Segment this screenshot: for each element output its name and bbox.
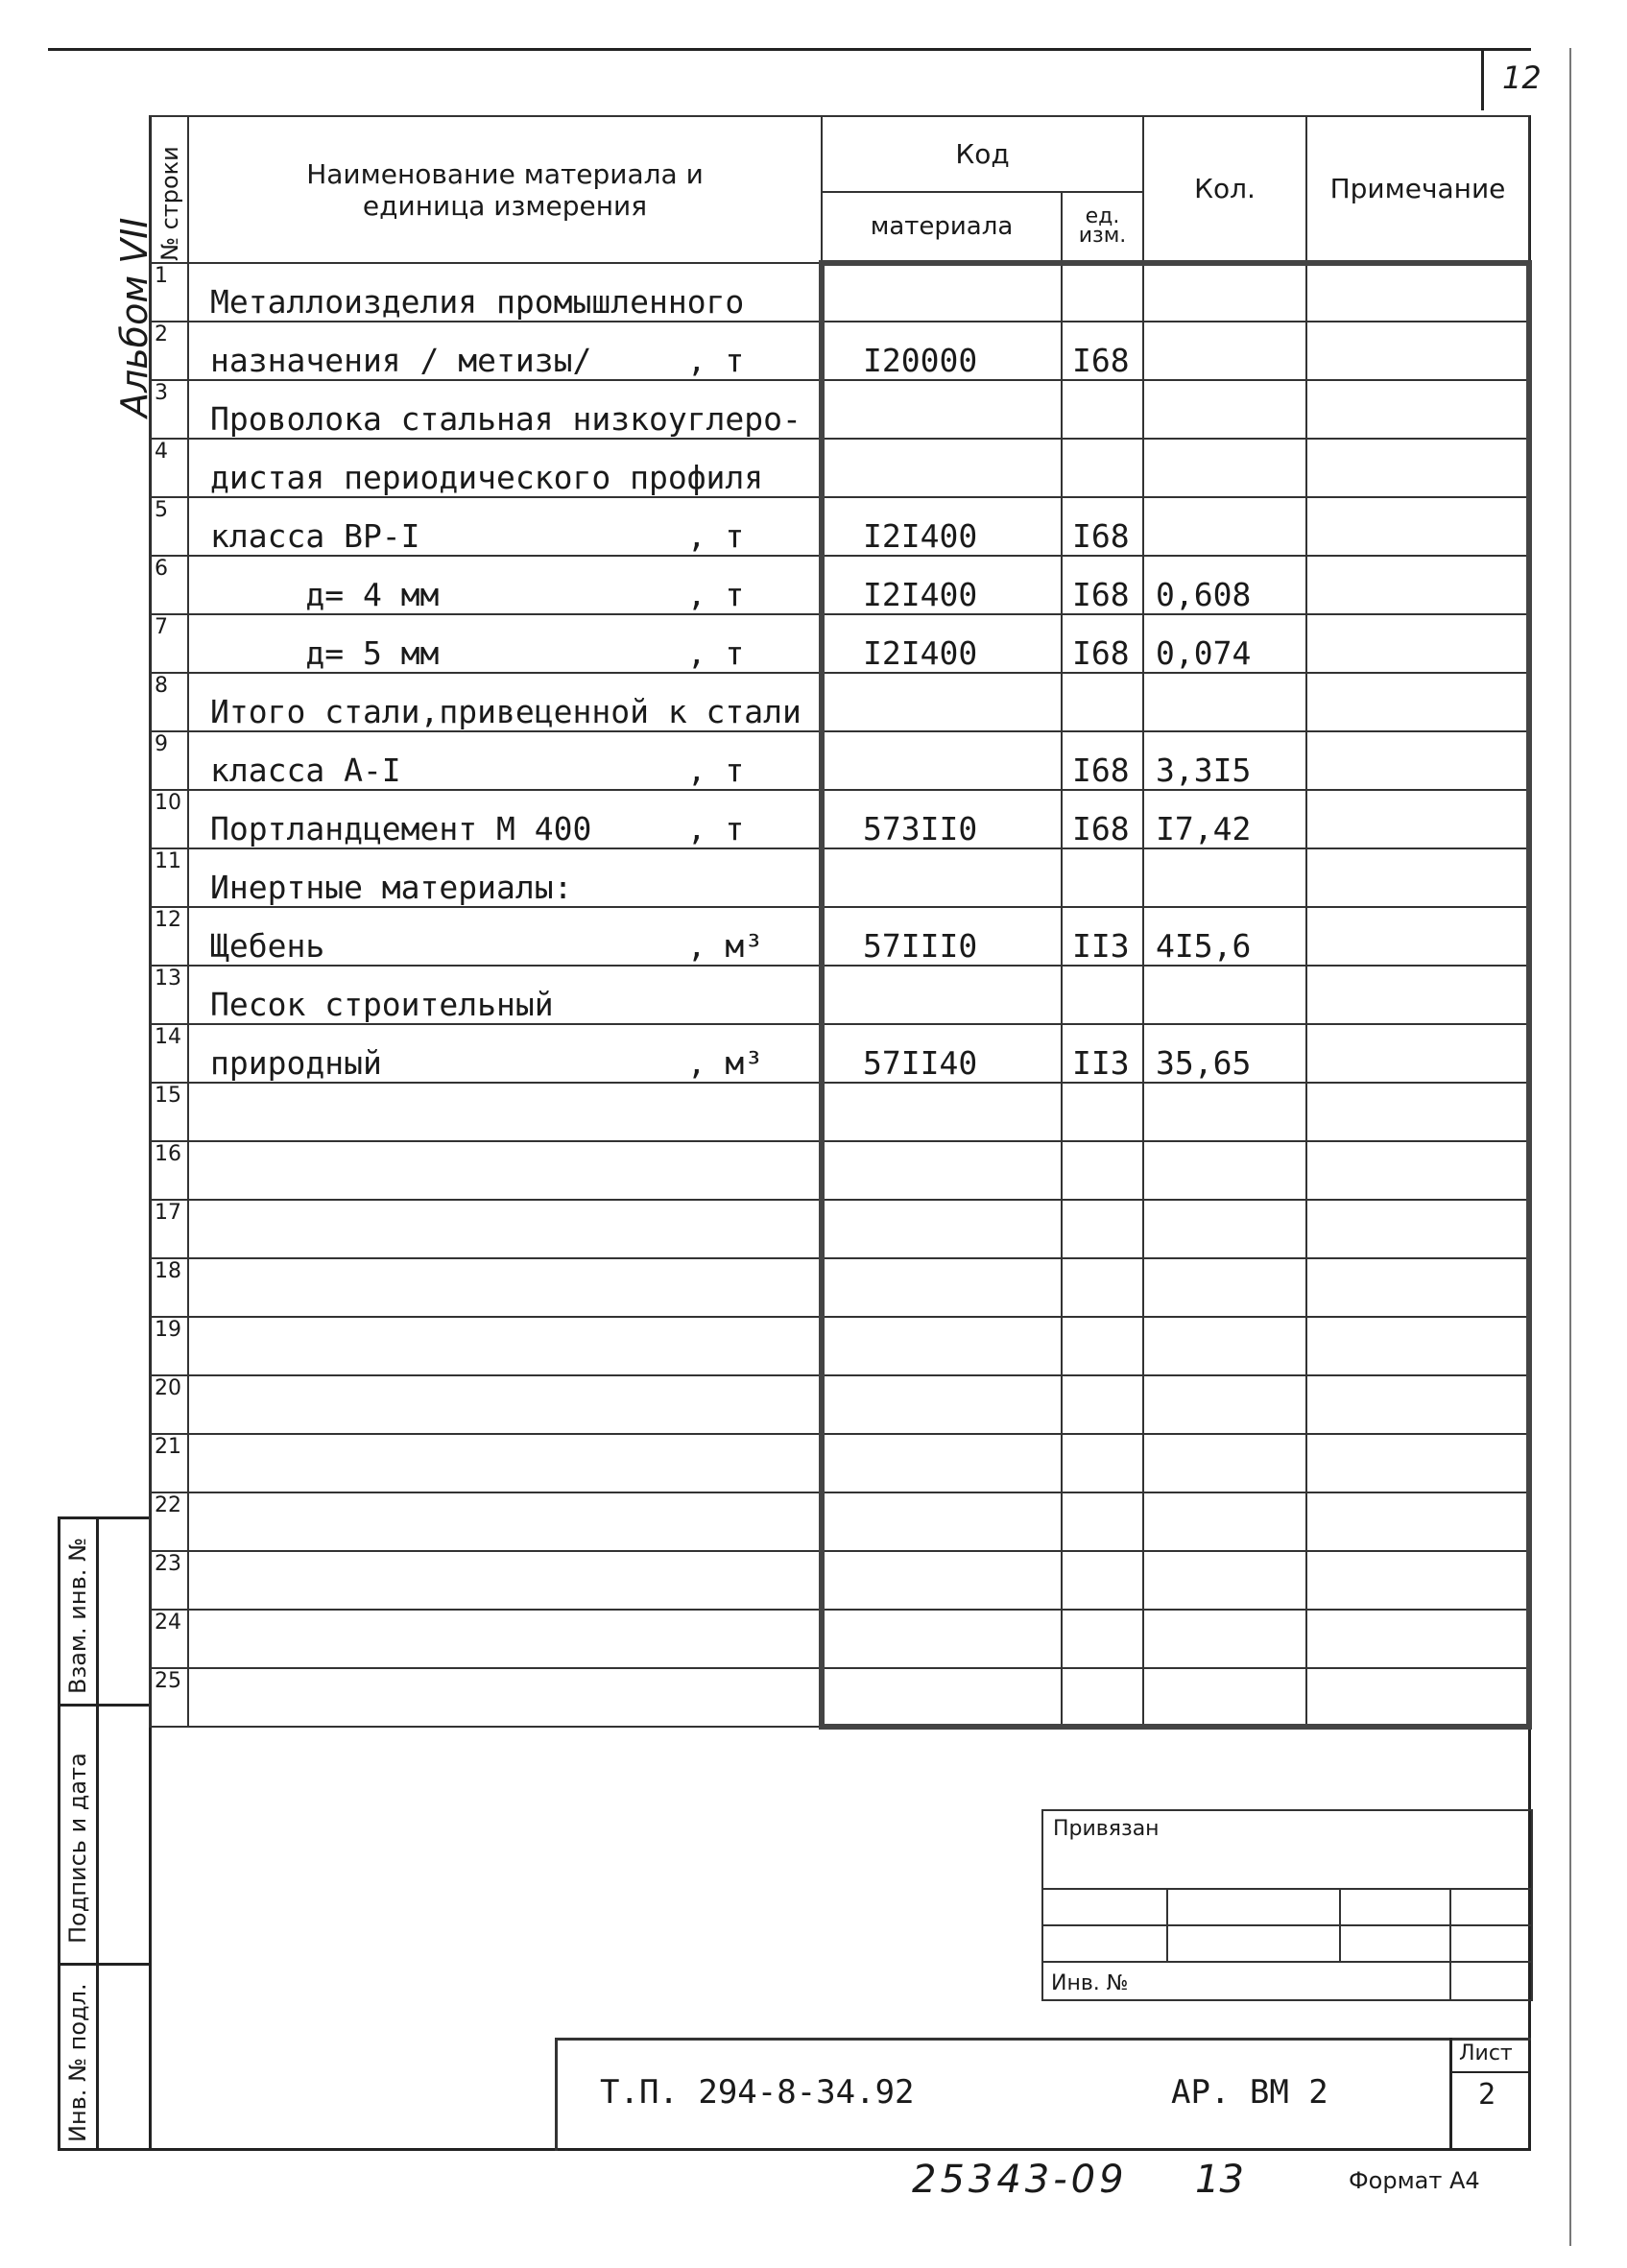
row-number: 22 [150, 1492, 188, 1551]
side-stamp-div2 [58, 1963, 149, 1966]
note [1306, 1668, 1529, 1727]
row-number: 6 [150, 556, 188, 614]
table-row [150, 673, 1529, 731]
table-row [150, 263, 1529, 322]
unit-code [1062, 1317, 1143, 1375]
material-code: I2I400 [822, 556, 1062, 614]
row-number: 12 [150, 907, 188, 966]
note [1306, 556, 1529, 614]
unit-code: II3 [1062, 1024, 1143, 1083]
unit-code: I68 [1062, 556, 1143, 614]
row-number: 14 [150, 1024, 188, 1083]
material-name: дистая периодического профиля [188, 439, 822, 497]
quantity [1143, 380, 1306, 439]
unit-code [1062, 848, 1143, 907]
row-number: 2 [150, 322, 188, 380]
material-name: назначения / метизы/ , т [188, 322, 822, 380]
side-stamp-podpis: Подпись и дата [64, 1753, 91, 1944]
unit-code: I68 [1062, 497, 1143, 556]
row-number: 8 [150, 673, 188, 731]
header-code-unit: ед. изм. [1062, 192, 1143, 263]
material-code [822, 848, 1062, 907]
unit-code [1062, 439, 1143, 497]
table-row [150, 790, 1529, 848]
note [1306, 673, 1529, 731]
quantity [1143, 1375, 1306, 1434]
note [1306, 1375, 1529, 1434]
row-number: 10 [150, 790, 188, 848]
row-number: 19 [150, 1317, 188, 1375]
unit-code [1062, 1258, 1143, 1317]
table-row [150, 907, 1529, 966]
unit-code [1062, 1375, 1143, 1434]
note [1306, 966, 1529, 1024]
note [1306, 1551, 1529, 1610]
quantity [1143, 439, 1306, 497]
unit-code [1062, 1610, 1143, 1668]
material-name [188, 1317, 822, 1375]
material-code [822, 673, 1062, 731]
quantity: I7,42 [1143, 790, 1306, 848]
quantity: 0,608 [1143, 556, 1306, 614]
header-note: Примечание [1306, 116, 1529, 263]
materials-table [149, 115, 1532, 1730]
unit-code [1062, 673, 1143, 731]
header-row-no: № строки [150, 116, 188, 263]
side-stamp-div1 [58, 1704, 149, 1707]
top-rule [48, 48, 1531, 51]
material-name: Инертные материалы: [188, 848, 822, 907]
note [1306, 848, 1529, 907]
note [1306, 1434, 1529, 1492]
material-code: I2I400 [822, 497, 1062, 556]
material-name: класса ВР-I , т [188, 497, 822, 556]
privyazan-cell: Привязан [1042, 1810, 1532, 1889]
table-row [150, 439, 1529, 497]
table-row [150, 1083, 1529, 1141]
table-row [150, 322, 1529, 380]
table-row [150, 380, 1529, 439]
title-strip-sheet-divider [1449, 2038, 1452, 2150]
note [1306, 322, 1529, 380]
row-number: 1 [150, 263, 188, 322]
binding-stamp [1041, 1809, 1533, 2001]
table-row [150, 497, 1529, 556]
material-code [822, 1551, 1062, 1610]
note [1306, 1083, 1529, 1141]
material-code [822, 1434, 1062, 1492]
note [1306, 907, 1529, 966]
header-code-material: материала [822, 192, 1062, 263]
material-code [822, 263, 1062, 322]
material-code [822, 731, 1062, 790]
material-code [822, 1317, 1062, 1375]
side-stamp-outer [58, 1516, 60, 2150]
doc-mark: АР. ВМ 2 [1171, 2073, 1328, 2112]
unit-code: II3 [1062, 907, 1143, 966]
table-row [150, 731, 1529, 790]
material-name: Металлоизделия промышленного [188, 263, 822, 322]
note [1306, 1258, 1529, 1317]
unit-code [1062, 1083, 1143, 1141]
archive-number: 25343-09 [912, 2158, 1128, 2202]
unit-code [1062, 1200, 1143, 1258]
unit-code [1062, 1668, 1143, 1727]
row-number: 13 [150, 966, 188, 1024]
note [1306, 1141, 1529, 1200]
note [1306, 497, 1529, 556]
quantity [1143, 1610, 1306, 1668]
quantity [1143, 966, 1306, 1024]
format-label: Формат А4 [1349, 2167, 1480, 2194]
note [1306, 1317, 1529, 1375]
material-code [822, 1375, 1062, 1434]
header-code: Код [822, 116, 1143, 192]
side-stamp-inv-podl: Инв. № подл. [64, 1983, 91, 2142]
table-row [150, 1610, 1529, 1668]
quantity [1143, 1083, 1306, 1141]
material-code [822, 380, 1062, 439]
sheet-number: 2 [1478, 2078, 1496, 2112]
quantity: 4I5,6 [1143, 907, 1306, 966]
material-code: I2I400 [822, 614, 1062, 673]
material-name [188, 1258, 822, 1317]
row-number: 20 [150, 1375, 188, 1434]
material-code [822, 1083, 1062, 1141]
note [1306, 1492, 1529, 1551]
page-number: 12 [1502, 60, 1542, 96]
table-row [150, 1492, 1529, 1551]
material-name: д= 4 мм , т [188, 556, 822, 614]
note [1306, 790, 1529, 848]
quantity [1143, 497, 1306, 556]
material-code: 57II40 [822, 1024, 1062, 1083]
unit-code [1062, 380, 1143, 439]
row-number: 9 [150, 731, 188, 790]
material-name [188, 1083, 822, 1141]
quantity [1143, 1317, 1306, 1375]
note [1306, 439, 1529, 497]
unit-code [1062, 966, 1143, 1024]
material-name [188, 1551, 822, 1610]
row-number: 4 [150, 439, 188, 497]
unit-code [1062, 1492, 1143, 1551]
material-name [188, 1375, 822, 1434]
note [1306, 614, 1529, 673]
row-number: 21 [150, 1434, 188, 1492]
note [1306, 731, 1529, 790]
material-name: класса А-I , т [188, 731, 822, 790]
material-name [188, 1668, 822, 1727]
quantity [1143, 848, 1306, 907]
table-row [150, 848, 1529, 907]
quantity [1143, 1141, 1306, 1200]
unit-code [1062, 1141, 1143, 1200]
quantity [1143, 673, 1306, 731]
material-name [188, 1610, 822, 1668]
quantity: 35,65 [1143, 1024, 1306, 1083]
table-row [150, 1375, 1529, 1434]
row-number: 16 [150, 1141, 188, 1200]
material-code [822, 1492, 1062, 1551]
row-number: 3 [150, 380, 188, 439]
note [1306, 263, 1529, 322]
material-code: I20000 [822, 322, 1062, 380]
table-row [150, 1258, 1529, 1317]
row-number: 24 [150, 1610, 188, 1668]
header-name: Наименование материала и единица измерения [188, 116, 822, 263]
material-code [822, 966, 1062, 1024]
quantity [1143, 1492, 1306, 1551]
material-code [822, 1668, 1062, 1727]
material-name: д= 5 мм , т [188, 614, 822, 673]
note [1306, 1610, 1529, 1668]
side-stamp-vzam: Взам. инв. № [64, 1538, 91, 1694]
row-number: 11 [150, 848, 188, 907]
material-code [822, 1141, 1062, 1200]
unit-code [1062, 263, 1143, 322]
material-name: Песок строительный [188, 966, 822, 1024]
page-number-box-line [1481, 48, 1484, 110]
table-row [150, 614, 1529, 673]
unit-code [1062, 1434, 1143, 1492]
table-row [150, 1141, 1529, 1200]
inv-no-cell: Инв. № [1042, 1962, 1450, 2000]
note [1306, 380, 1529, 439]
material-name: Проволока стальная низкоуглеро- [188, 380, 822, 439]
table-row [150, 1024, 1529, 1083]
material-name: Щебень , м³ [188, 907, 822, 966]
row-number: 7 [150, 614, 188, 673]
row-number: 23 [150, 1551, 188, 1610]
material-code [822, 1610, 1062, 1668]
sheet-label: Лист [1459, 2041, 1513, 2065]
unit-code: I68 [1062, 731, 1143, 790]
material-code [822, 439, 1062, 497]
quantity [1143, 1668, 1306, 1727]
quantity [1143, 322, 1306, 380]
table-row [150, 1200, 1529, 1258]
quantity [1143, 1551, 1306, 1610]
material-code [822, 1258, 1062, 1317]
unit-code [1062, 1551, 1143, 1610]
row-number: 17 [150, 1200, 188, 1258]
quantity: 3,3I5 [1143, 731, 1306, 790]
quantity: 0,074 [1143, 614, 1306, 673]
header-qty: Кол. [1143, 116, 1306, 263]
title-strip-sheet-hline [1449, 2071, 1531, 2073]
unit-code: I68 [1062, 790, 1143, 848]
margin-right-line [1569, 48, 1571, 2246]
doc-code: Т.П. 294-8-34.92 [600, 2073, 915, 2112]
side-stamp-top [58, 1516, 149, 1519]
note [1306, 1200, 1529, 1258]
material-name: Итого стали,привеценной к стали [188, 673, 822, 731]
material-name: природный , м³ [188, 1024, 822, 1083]
material-name [188, 1492, 822, 1551]
material-code: 573II0 [822, 790, 1062, 848]
row-number: 18 [150, 1258, 188, 1317]
side-stamp-inner [96, 1516, 99, 2150]
table-row [150, 1551, 1529, 1610]
row-number: 15 [150, 1083, 188, 1141]
material-name: Портландцемент М 400 , т [188, 790, 822, 848]
material-name [188, 1200, 822, 1258]
table-row [150, 1434, 1529, 1492]
unit-code: I68 [1062, 614, 1143, 673]
row-number: 5 [150, 497, 188, 556]
note [1306, 1024, 1529, 1083]
material-name [188, 1141, 822, 1200]
quantity [1143, 263, 1306, 322]
material-name [188, 1434, 822, 1492]
table-row [150, 966, 1529, 1024]
quantity [1143, 1434, 1306, 1492]
album-label: Альбом VII [113, 217, 156, 418]
archive-sheet: 13 [1195, 2158, 1244, 2202]
material-code: 57III0 [822, 907, 1062, 966]
unit-code: I68 [1062, 322, 1143, 380]
quantity [1143, 1200, 1306, 1258]
material-code [822, 1200, 1062, 1258]
row-number: 25 [150, 1668, 188, 1727]
quantity [1143, 1258, 1306, 1317]
table-row [150, 1668, 1529, 1727]
table-row [150, 556, 1529, 614]
table-row [150, 1317, 1529, 1375]
